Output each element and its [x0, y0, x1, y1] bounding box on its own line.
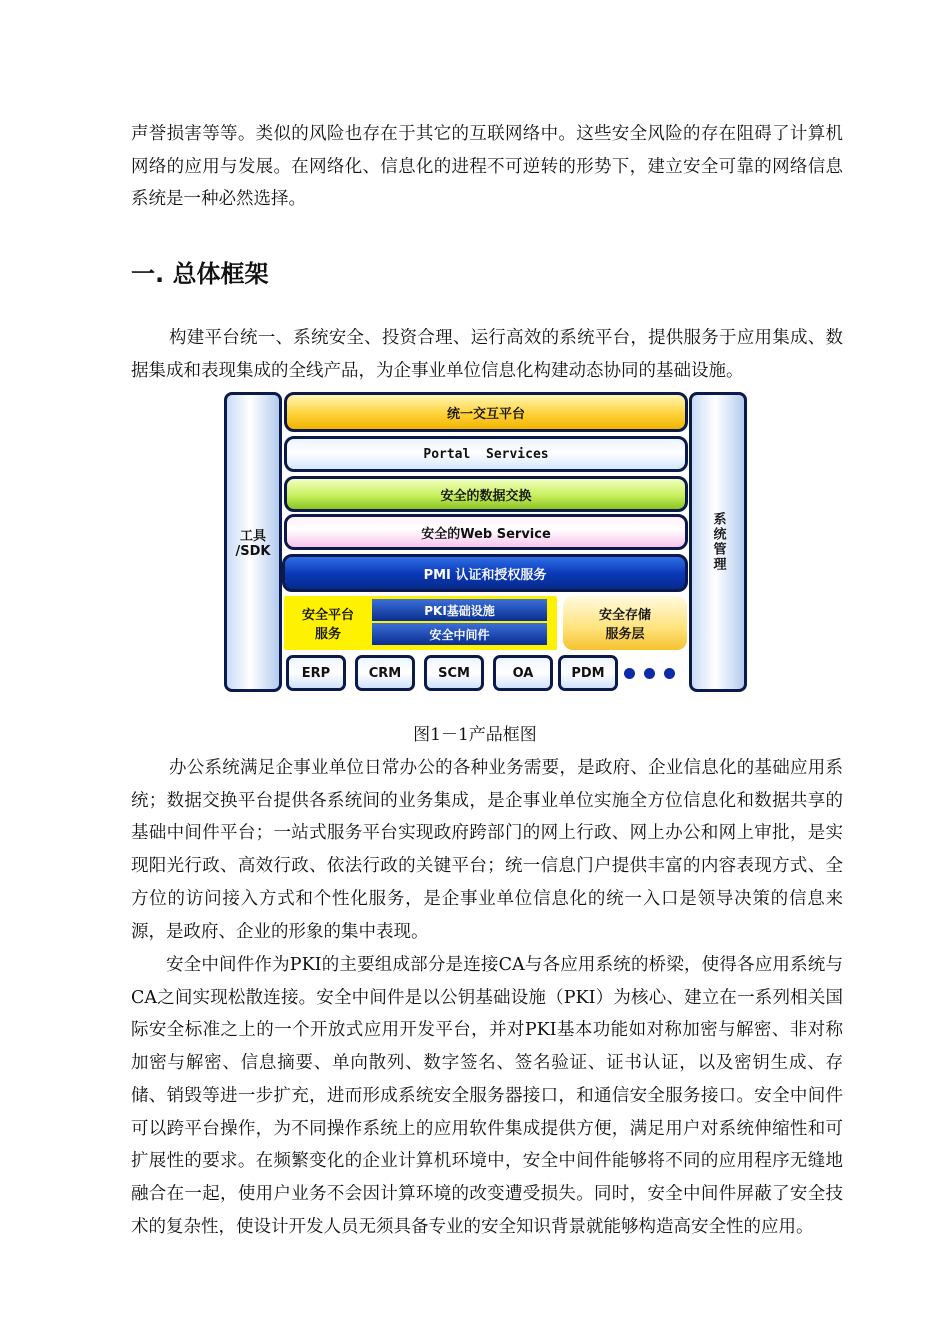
secure-storage-layer — [563, 596, 687, 650]
layer-portal-services — [284, 436, 688, 472]
section-heading: 一. 总体框架 — [131, 260, 269, 288]
app-oa — [493, 655, 553, 691]
layer-portal-services-label: Portal Services — [423, 446, 549, 462]
tools-sdk-label: 工具 /SDK — [235, 529, 271, 559]
ellipsis-dot — [624, 668, 635, 679]
intro-paragraph: 声誉损害等等。类似的风险也存在于其它的互联网络中。这些安全风险的存在阻碍了计算机网络的应用与发展。在网络化、信息化的进程不可逆转的形势下，建立安全可靠的网络信息系统是一种必然选择。 — [131, 124, 843, 210]
system-management-label: 系统管理 — [710, 512, 726, 572]
office-system-paragraph: 办公系统满足企事业单位日常办公的各种业务需要，是政府、企业信息化的基础应用系统；数据交换平台提供各系统间的业务集成，是企事业单位实施全方位信息化和数据共享的基础中间件平台；一站式服务平台实现政府跨部门的网上行政、网上办公和网上审批，是实现阳光行政、高效行政、依法行政的关键平台；统一信息门户提供丰富的内容表现方式、全方位的访问接入方式和个性化服务，是企事业单位信息化的统一入口是领导决策的信息来源，是政府、企业的形象的集中表现。 — [131, 758, 843, 942]
layer-pmi — [282, 554, 688, 592]
app-scm — [424, 655, 484, 691]
security-platform-label: 安全平台 服务 — [301, 608, 354, 642]
app-pdm — [558, 655, 618, 691]
app-erp — [286, 655, 346, 691]
figure-caption: 图1－1产品框图 — [413, 725, 537, 745]
pki-infrastructure — [372, 599, 547, 621]
layer-data-exchange-label: 安全的数据交换 — [440, 488, 532, 504]
security-middleware-paragraph: 安全中间件作为PKI的主要组成部分是连接CA与各应用系统的桥梁，使得各应用系统与CA之间实现松散连接。安全中间件是以公钥基础设施（PKI）为核心、建立在一系列相关国际安全标准之上的一个开放式应用开发平台，并对PKI基本功能如对称加密与解密、非对称加密与解密、信息摘要、单向散列、数字签名、签名验证、证书认证，以及密钥生成、存储、销毁等进一步扩充，进而形成系统安全服务器接口，和通信安全服务接口。安全中间件可以跨平台操作，为不同操作系统上的应用软件集成提供方便，满足用户对系统伸缩性和可扩展性的要求。在频繁变化的企业计算机环境中，安全中间件能够将不同的应用程序无缝地融合在一起，使用户业务不会因计算环境的改变遭受损失。同时，安全中间件屏蔽了安全技术的复杂性，使设计开发人员无须具备专业的安全知识背景就能够构造高安全性的应用。 — [131, 955, 843, 1237]
system-management-column — [689, 392, 747, 692]
security-middleware — [372, 623, 547, 645]
security-platform-service — [286, 598, 370, 648]
secure-storage-label: 安全存储 服务层 — [598, 608, 651, 642]
pki-infrastructure-label: PKI基础设施 — [424, 603, 495, 618]
layer-unified-interaction — [284, 392, 688, 432]
layer-data-exchange — [284, 476, 688, 512]
app-oa-label: OA — [512, 665, 534, 681]
framework-paragraph: 构建平台统一、系统安全、投资合理、运行高效的系统平台，提供服务于应用集成、数据集成和表现集成的全线产品，为企事业单位信息化构建动态协同的基础设施。 — [131, 328, 843, 381]
ellipsis-dot — [664, 668, 675, 679]
ellipsis-dot — [644, 668, 655, 679]
layer-web-service-label: 安全的Web Service — [421, 526, 551, 542]
app-crm-label: CRM — [368, 665, 402, 681]
app-pdm-label: PDM — [571, 665, 605, 681]
app-erp-label: ERP — [301, 665, 331, 681]
product-framework-diagram — [224, 392, 747, 692]
layer-pmi-label: PMI 认证和授权服务 — [423, 567, 547, 583]
layer-unified-interaction-label: 统一交互平台 — [446, 406, 525, 422]
tools-sdk-column — [224, 392, 282, 692]
layer-web-service — [284, 514, 688, 550]
app-crm — [355, 655, 415, 691]
app-scm-label: SCM — [438, 665, 470, 681]
security-middleware-label: 安全中间件 — [429, 627, 490, 642]
